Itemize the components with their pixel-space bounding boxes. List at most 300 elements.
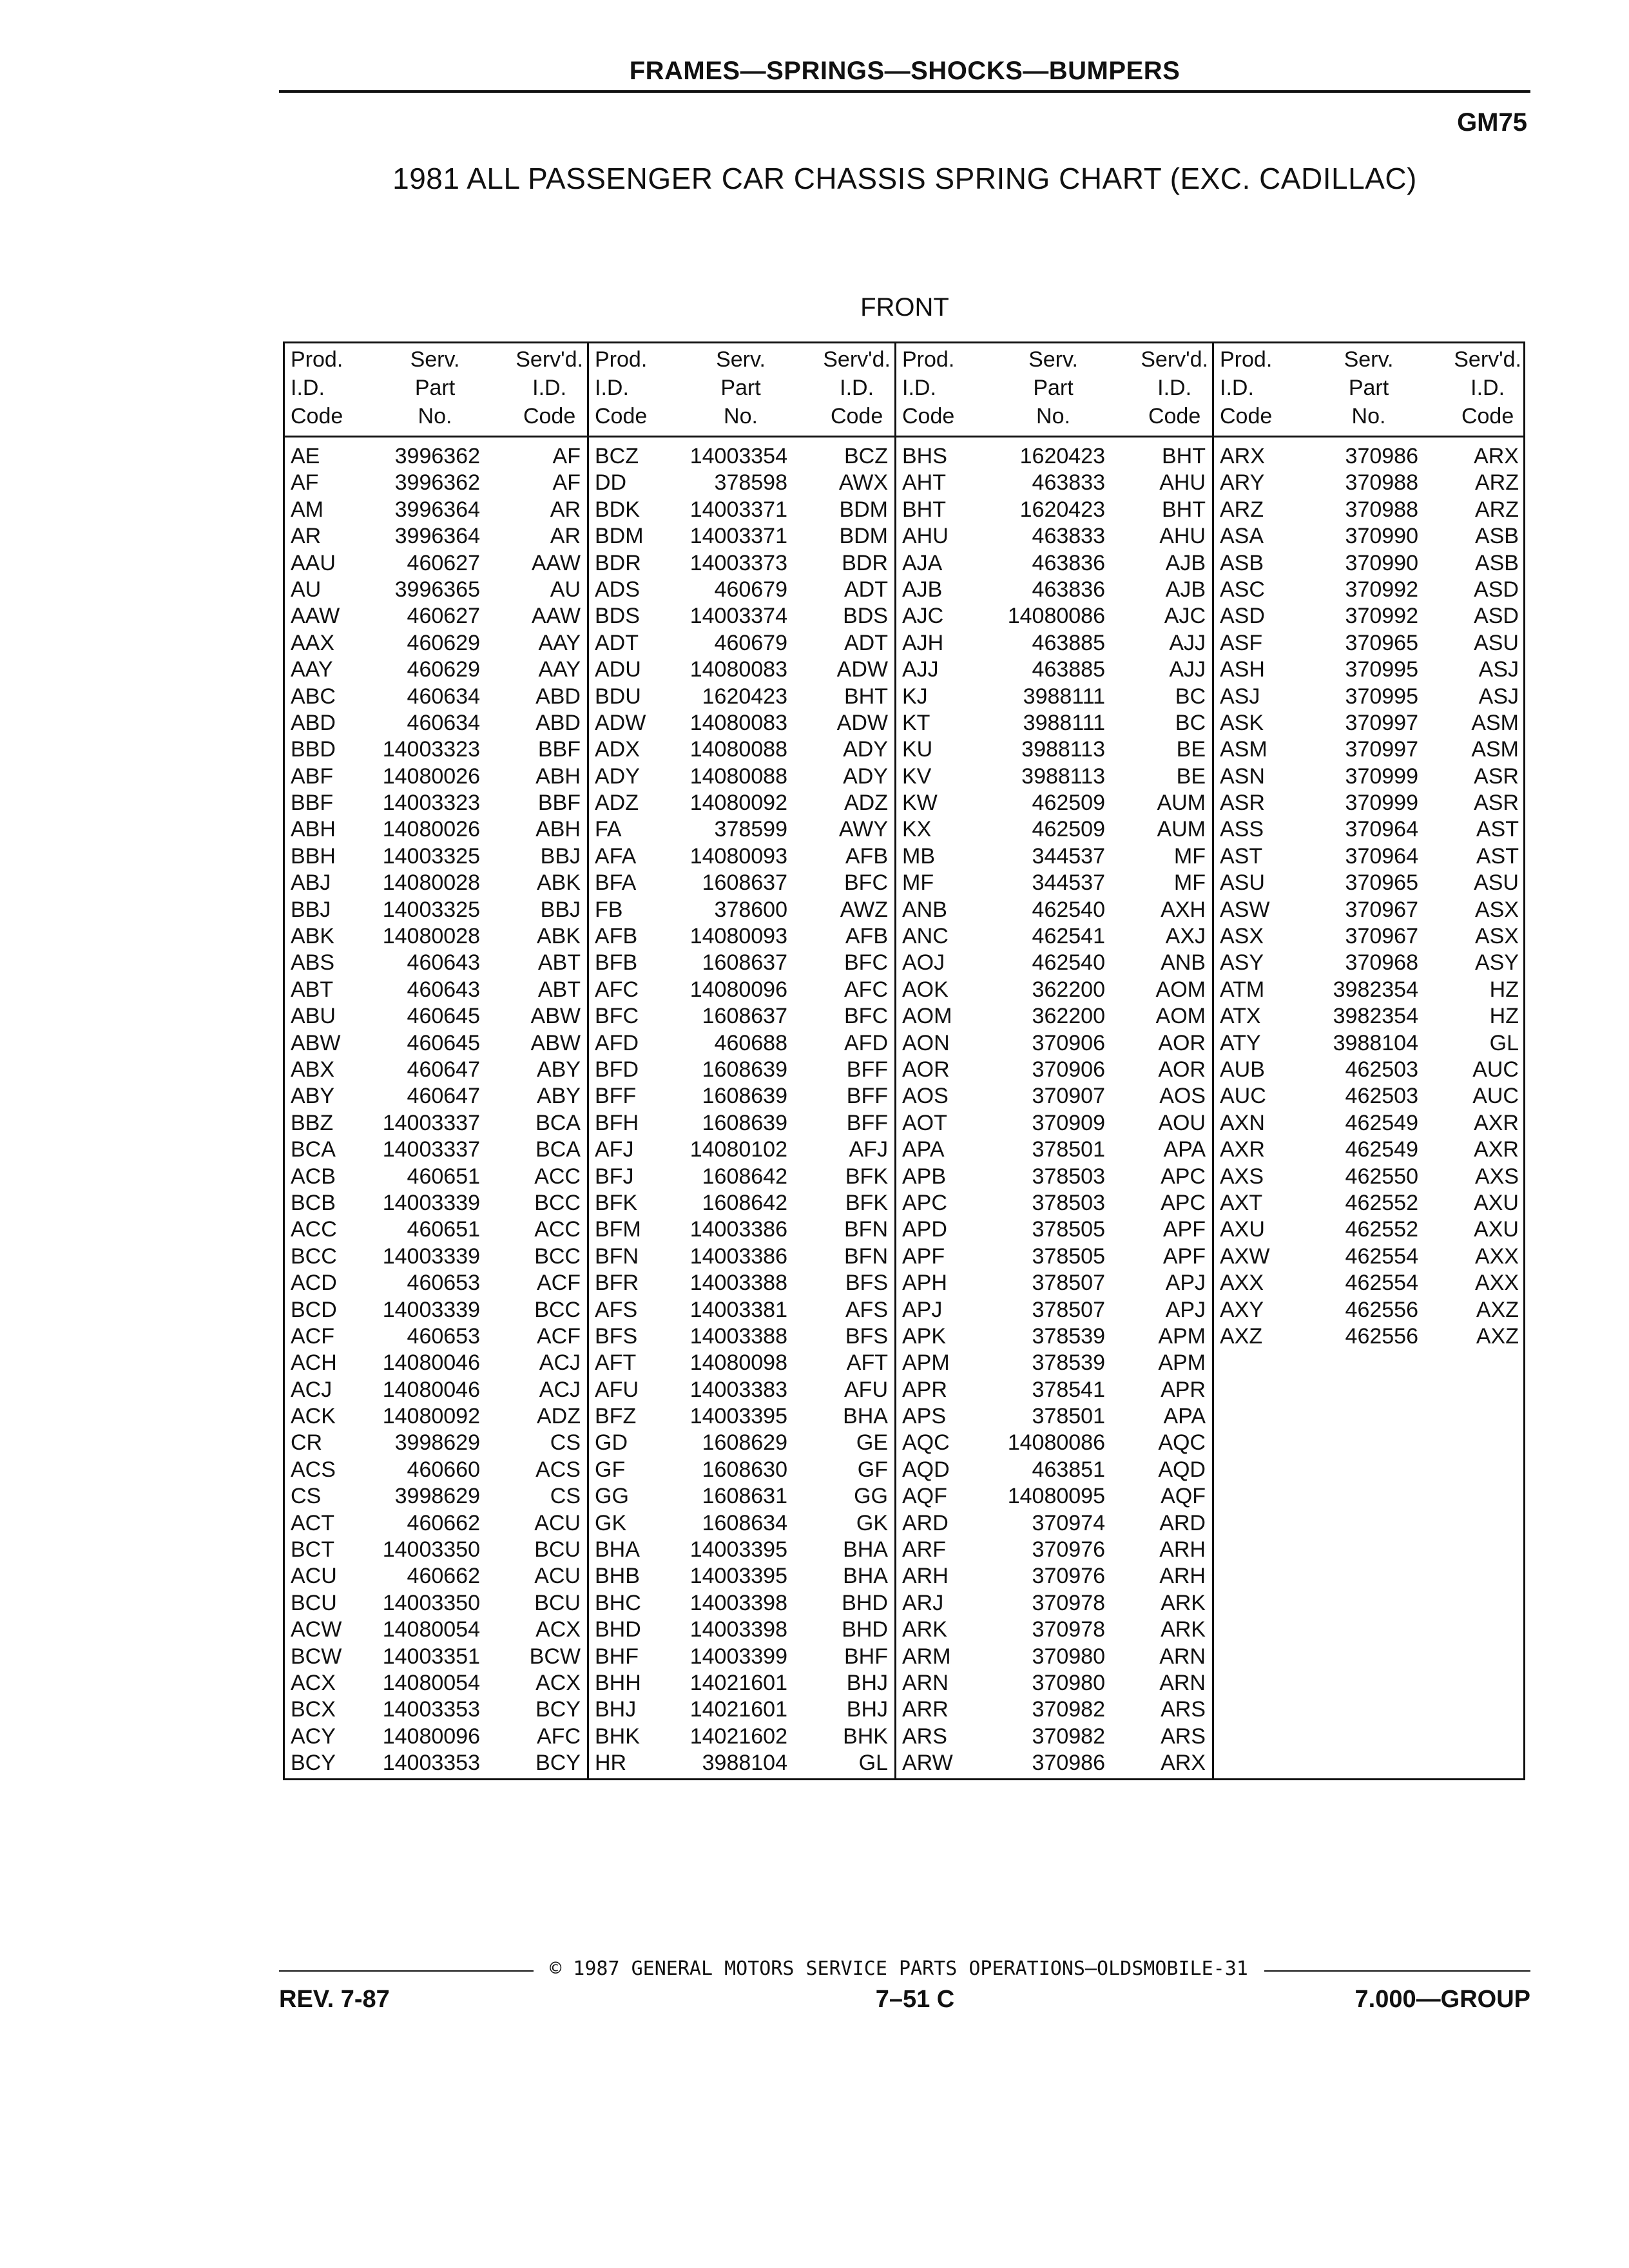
table-row xyxy=(587,1617,894,1643)
service-part-cell: 3998629 xyxy=(394,1430,480,1456)
service-part-cell: 378600 xyxy=(714,897,787,922)
table-row xyxy=(283,1563,587,1590)
prod-code-cell: BHF xyxy=(595,1644,639,1669)
service-part-cell: 3988111 xyxy=(1023,684,1105,709)
table-row xyxy=(1212,1083,1525,1110)
table-row xyxy=(283,443,587,470)
service-part-cell: 14003350 xyxy=(382,1590,480,1615)
table-row xyxy=(283,1350,587,1376)
prod-code-cell: ACY xyxy=(291,1724,336,1749)
service-part-cell: 14080092 xyxy=(382,1404,480,1429)
prod-code-cell: AFT xyxy=(595,1350,637,1376)
service-part-cell: 14080102 xyxy=(689,1137,787,1162)
service-part-cell: 460662 xyxy=(407,1564,480,1589)
table-row xyxy=(587,684,894,710)
table-row xyxy=(1212,710,1525,736)
service-part-cell: 370990 xyxy=(1345,550,1418,575)
table-row xyxy=(1212,684,1525,710)
service-part-cell: 378503 xyxy=(1032,1164,1105,1189)
service-part-cell: 14003339 xyxy=(382,1297,480,1322)
table-row xyxy=(283,1164,587,1190)
service-part-cell: 370978 xyxy=(1032,1617,1105,1642)
service-part-cell: 370992 xyxy=(1345,577,1418,602)
table-row xyxy=(587,1164,894,1190)
prod-code-cell: MB xyxy=(902,843,935,869)
prod-code-cell: ACH xyxy=(291,1350,337,1376)
prod-code-cell: BBF xyxy=(291,791,334,816)
table-row xyxy=(894,1457,1212,1483)
service-part-cell: 462503 xyxy=(1345,1057,1418,1082)
table-row xyxy=(283,1510,587,1537)
table-row xyxy=(283,1137,587,1163)
table-row xyxy=(587,977,894,1003)
serviced-code-cell: AJB xyxy=(1165,577,1206,602)
prod-code-cell: KJ xyxy=(902,684,928,709)
table-row xyxy=(894,1430,1212,1456)
service-part-cell: 370992 xyxy=(1345,604,1418,629)
serviced-code-cell: AQC xyxy=(1158,1430,1206,1456)
serviced-code-cell: BCU xyxy=(534,1537,581,1562)
prod-code-cell: BCW xyxy=(291,1644,342,1669)
serviced-code-cell: BFS xyxy=(845,1271,888,1296)
service-part-cell: 14080086 xyxy=(1007,1430,1105,1456)
service-part-cell: 14003323 xyxy=(382,791,480,816)
table-row xyxy=(587,523,894,550)
serviced-code-cell: CS xyxy=(550,1484,581,1509)
serviced-code-cell: BFC xyxy=(844,1004,888,1029)
serviced-code-cell: BFK xyxy=(845,1190,888,1215)
serviced-code-cell: ACJ xyxy=(539,1377,581,1402)
serviced-code-cell: AXU xyxy=(1474,1217,1519,1242)
prod-code-cell: BDS xyxy=(595,604,640,629)
table-row xyxy=(283,1216,587,1243)
serviced-code-cell: BFC xyxy=(844,870,888,896)
prod-code-cell: ASW xyxy=(1220,897,1270,922)
service-part-cell: 14003381 xyxy=(689,1297,787,1322)
service-part-cell: 370995 xyxy=(1345,684,1418,709)
serviced-code-cell: ARX xyxy=(1474,444,1519,468)
table-row xyxy=(894,923,1212,950)
serviced-code-cell: ADW xyxy=(836,710,888,735)
service-part-cell: 462549 xyxy=(1345,1137,1418,1162)
prod-code-cell: APC xyxy=(902,1190,947,1215)
table-row xyxy=(587,736,894,763)
service-part-cell: 14021601 xyxy=(689,1670,787,1695)
serviced-code-cell: BHK xyxy=(843,1724,888,1749)
prod-code-cell: BCB xyxy=(291,1190,336,1215)
table-row xyxy=(587,1323,894,1350)
table-row xyxy=(1212,977,1525,1003)
column-group-rows xyxy=(283,443,587,1777)
service-part-cell: 14003374 xyxy=(689,604,787,629)
serviced-code-cell: ACU xyxy=(534,1564,581,1589)
table-row xyxy=(894,1350,1212,1376)
serviced-code-cell: BHF xyxy=(844,1644,888,1669)
table-row xyxy=(283,1270,587,1296)
table-row xyxy=(894,1137,1212,1163)
prod-code-cell: ACT xyxy=(291,1510,334,1535)
table-row xyxy=(1212,950,1525,976)
table-row xyxy=(894,870,1212,896)
serviced-code-cell: ARN xyxy=(1159,1670,1206,1695)
serviced-code-cell: BHA xyxy=(843,1404,888,1429)
prod-code-cell: ADX xyxy=(595,737,640,762)
service-part-cell: 3988113 xyxy=(1021,764,1105,789)
serviced-code-cell: AQF xyxy=(1161,1484,1206,1509)
service-part-cell: 14080098 xyxy=(689,1350,787,1376)
serviced-code-cell: APC xyxy=(1161,1164,1206,1189)
prod-code-cell: BFD xyxy=(595,1057,639,1082)
prod-code-cell: BHH xyxy=(595,1670,641,1695)
table-row xyxy=(894,950,1212,976)
service-part-cell: 378599 xyxy=(714,817,787,842)
serviced-code-cell: AST xyxy=(1476,817,1519,842)
prod-code-cell: BHB xyxy=(595,1564,640,1589)
table-row xyxy=(587,710,894,736)
table-row xyxy=(283,736,587,763)
prod-code-cell: ABW xyxy=(291,1030,341,1055)
serviced-code-cell: APC xyxy=(1161,1190,1206,1215)
table-row xyxy=(587,843,894,870)
table-row xyxy=(1212,603,1525,629)
table-row xyxy=(894,1003,1212,1030)
serviced-code-cell: APA xyxy=(1163,1137,1206,1162)
service-part-cell: 3982354 xyxy=(1333,1004,1418,1029)
serviced-code-cell: ABY xyxy=(536,1084,581,1109)
serviced-code-cell: ASB xyxy=(1474,550,1519,575)
table-row xyxy=(283,790,587,816)
service-part-cell: 14003337 xyxy=(382,1137,480,1162)
service-part-cell: 378505 xyxy=(1032,1244,1105,1269)
prod-code-cell: ADY xyxy=(595,764,640,789)
serviced-code-cell: APR xyxy=(1161,1377,1206,1402)
service-part-cell: 462549 xyxy=(1345,1110,1418,1135)
prod-code-cell: ACB xyxy=(291,1164,336,1189)
table-row xyxy=(587,870,894,896)
serviced-code-cell: BCZ xyxy=(844,444,888,468)
serviced-code-cell: ARK xyxy=(1161,1617,1206,1642)
serviced-code-cell: ADZ xyxy=(844,791,888,816)
prod-code-cell: AAY xyxy=(291,657,333,682)
prod-code-cell: ABH xyxy=(291,817,336,842)
prod-code-cell: BDK xyxy=(595,497,640,522)
prod-code-cell: AXX xyxy=(1220,1271,1264,1296)
serviced-code-cell: BBJ xyxy=(540,897,581,922)
table-row xyxy=(587,550,894,577)
serviced-code-cell: AOM xyxy=(1155,977,1206,1002)
service-part-cell: 460627 xyxy=(407,604,480,629)
table-row xyxy=(894,1696,1212,1723)
service-part-cell: 462540 xyxy=(1032,897,1105,922)
serviced-code-cell: ARS xyxy=(1161,1697,1206,1722)
header-prod: Prod. I.D. Code xyxy=(291,347,343,428)
service-part-cell: 460643 xyxy=(407,950,480,975)
service-part-cell: 1608637 xyxy=(702,870,787,896)
prod-code-cell: ACC xyxy=(291,1217,337,1242)
table-row xyxy=(283,1003,587,1030)
service-part-cell: 14080028 xyxy=(382,924,480,949)
table-row xyxy=(894,1644,1212,1670)
serviced-code-cell: AXZ xyxy=(1476,1323,1519,1349)
service-part-cell: 14003373 xyxy=(689,550,787,575)
service-part-cell: 14080054 xyxy=(382,1617,480,1642)
service-part-cell: 460627 xyxy=(407,550,480,575)
prod-code-cell: APH xyxy=(902,1271,947,1296)
serviced-code-cell: AWX xyxy=(838,470,888,495)
prod-code-cell: ASM xyxy=(1220,737,1268,762)
prod-code-cell: AHT xyxy=(902,470,946,495)
service-part-cell: 460653 xyxy=(407,1271,480,1296)
prod-code-cell: AU xyxy=(291,577,322,602)
serviced-code-cell: AOR xyxy=(1158,1057,1206,1082)
service-part-cell: 14080083 xyxy=(689,710,787,735)
serviced-code-cell: AOR xyxy=(1158,1030,1206,1055)
service-part-cell: 370906 xyxy=(1032,1030,1105,1055)
serviced-code-cell: BE xyxy=(1176,737,1206,762)
table-row xyxy=(1212,1137,1525,1163)
prod-code-cell: BHJ xyxy=(595,1697,637,1722)
service-part-cell: 462556 xyxy=(1345,1297,1418,1322)
serviced-code-cell: ACC xyxy=(534,1164,581,1189)
service-part-cell: 14003371 xyxy=(689,497,787,522)
prod-code-cell: ASX xyxy=(1220,924,1264,949)
prod-code-cell: AXT xyxy=(1220,1190,1263,1215)
serviced-code-cell: ACS xyxy=(535,1457,581,1482)
prod-code-cell: AJB xyxy=(902,577,943,602)
service-part-cell: 378505 xyxy=(1032,1217,1105,1242)
serviced-code-cell: BFN xyxy=(844,1244,888,1269)
service-part-cell: 14003399 xyxy=(689,1644,787,1669)
service-part-cell: 14080092 xyxy=(689,791,787,816)
prod-code-cell: ADZ xyxy=(595,791,639,816)
serviced-code-cell: CS xyxy=(550,1430,581,1456)
prod-code-cell: ACF xyxy=(291,1323,334,1349)
service-part-cell: 462540 xyxy=(1032,950,1105,975)
service-part-cell: 462552 xyxy=(1345,1190,1418,1215)
serviced-code-cell: ARZ xyxy=(1475,470,1519,495)
service-part-cell: 3996362 xyxy=(394,444,480,468)
group-code: GM75 xyxy=(1457,108,1527,137)
column-group-rows xyxy=(1212,443,1525,1350)
service-part-cell: 460634 xyxy=(407,710,480,735)
column-group-header xyxy=(587,345,894,436)
service-part-cell: 14021602 xyxy=(689,1724,787,1749)
prod-code-cell: BHC xyxy=(595,1590,641,1615)
prod-code-cell: AOM xyxy=(902,1004,952,1029)
prod-code-cell: ACD xyxy=(291,1271,337,1296)
table-row xyxy=(894,1750,1212,1776)
prod-code-cell: APR xyxy=(902,1377,947,1402)
prod-code-cell: BBD xyxy=(291,737,336,762)
prod-code-cell: ASA xyxy=(1220,524,1264,549)
service-part-cell: 370980 xyxy=(1032,1670,1105,1695)
table-row xyxy=(587,1563,894,1590)
header-code: Serv'd. I.D. Code xyxy=(1454,347,1521,428)
prod-code-cell: AQF xyxy=(902,1484,947,1509)
prod-code-cell: BDU xyxy=(595,684,641,709)
serviced-code-cell: AWY xyxy=(838,817,888,842)
table-row xyxy=(587,1403,894,1430)
serviced-code-cell: ASJ xyxy=(1478,684,1519,709)
prod-code-cell: BBZ xyxy=(291,1110,334,1135)
serviced-code-cell: APJ xyxy=(1165,1271,1206,1296)
service-part-cell: 370982 xyxy=(1032,1697,1105,1722)
table-row xyxy=(283,497,587,523)
prod-code-cell: AOJ xyxy=(902,950,945,975)
prod-code-cell: ARY xyxy=(1220,470,1265,495)
serviced-code-cell: GF xyxy=(857,1457,888,1482)
prod-code-cell: AJA xyxy=(902,550,943,575)
prod-code-cell: KT xyxy=(902,710,930,735)
service-part-cell: 14080028 xyxy=(382,870,480,896)
table-row xyxy=(587,1537,894,1563)
serviced-code-cell: ADY xyxy=(843,764,888,789)
prod-code-cell: KX xyxy=(902,817,932,842)
serviced-code-cell: AXH xyxy=(1161,897,1206,922)
prod-code-cell: ASC xyxy=(1220,577,1265,602)
service-part-cell: 362200 xyxy=(1032,977,1105,1002)
prod-code-cell: ABS xyxy=(291,950,335,975)
serviced-code-cell: AJJ xyxy=(1169,657,1206,682)
service-part-cell: 344537 xyxy=(1032,870,1105,896)
header-code: Serv'd. I.D. Code xyxy=(1141,347,1208,428)
service-part-cell: 370988 xyxy=(1345,470,1418,495)
prod-code-cell: AST xyxy=(1220,843,1263,869)
table-row xyxy=(587,764,894,790)
serviced-code-cell: ABD xyxy=(535,684,581,709)
prod-code-cell: ARK xyxy=(902,1617,947,1642)
table-row xyxy=(894,1483,1212,1510)
service-part-cell: 3996362 xyxy=(394,470,480,495)
column-group-header xyxy=(283,345,587,436)
table-row xyxy=(894,550,1212,577)
column-group-header xyxy=(894,345,1212,436)
prod-code-cell: BDR xyxy=(595,550,641,575)
footer-page-number: 7–51 C xyxy=(875,1986,955,2013)
serviced-code-cell: ARN xyxy=(1159,1644,1206,1669)
service-part-cell: 14003386 xyxy=(689,1217,787,1242)
serviced-code-cell: AFS xyxy=(845,1297,888,1322)
serviced-code-cell: BCU xyxy=(534,1590,581,1615)
serviced-code-cell: ASD xyxy=(1474,577,1519,602)
service-part-cell: 460662 xyxy=(407,1510,480,1535)
prod-code-cell: BHK xyxy=(595,1724,640,1749)
serviced-code-cell: ACU xyxy=(534,1510,581,1535)
table-row xyxy=(283,1323,587,1350)
serviced-code-cell: BHT xyxy=(844,684,888,709)
service-part-cell: 14003388 xyxy=(689,1323,787,1349)
table-row xyxy=(1212,736,1525,763)
serviced-code-cell: AXR xyxy=(1474,1137,1519,1162)
serviced-code-cell: ADT xyxy=(844,630,888,655)
prod-code-cell: FB xyxy=(595,897,623,922)
prod-code-cell: AOR xyxy=(902,1057,950,1082)
serviced-code-cell: ARZ xyxy=(1475,497,1519,522)
table-row xyxy=(894,1057,1212,1083)
table-row xyxy=(1212,443,1525,470)
service-part-cell: 370965 xyxy=(1345,630,1418,655)
service-part-cell: 3996364 xyxy=(394,497,480,522)
service-part-cell: 14080088 xyxy=(689,764,787,789)
serviced-code-cell: AUM xyxy=(1157,791,1206,816)
service-part-cell: 14080026 xyxy=(382,817,480,842)
table-row xyxy=(894,1244,1212,1270)
table-row xyxy=(1212,577,1525,603)
table-row xyxy=(894,523,1212,550)
prod-code-cell: AXY xyxy=(1220,1297,1264,1322)
service-part-cell: 460679 xyxy=(714,577,787,602)
table-row xyxy=(894,1537,1212,1563)
service-part-cell: 460643 xyxy=(407,977,480,1002)
table-row xyxy=(283,897,587,923)
prod-code-cell: FA xyxy=(595,817,622,842)
serviced-code-cell: BCY xyxy=(535,1751,581,1776)
serviced-code-cell: AU xyxy=(550,577,581,602)
table-row xyxy=(894,630,1212,657)
table-row xyxy=(283,1457,587,1483)
serviced-code-cell: GE xyxy=(856,1430,888,1456)
service-part-cell: 3988113 xyxy=(1021,737,1105,762)
chart-title: 1981 ALL PASSENGER CAR CHASSIS SPRING CHART (EXC. CADILLAC) xyxy=(392,162,1417,195)
service-part-cell: 14003398 xyxy=(689,1617,787,1642)
prod-code-cell: AFB xyxy=(595,924,638,949)
serviced-code-cell: BCA xyxy=(535,1110,581,1135)
prod-code-cell: ASR xyxy=(1220,791,1265,816)
serviced-code-cell: AAY xyxy=(538,657,581,682)
serviced-code-cell: AXX xyxy=(1474,1271,1519,1296)
service-part-cell: 460647 xyxy=(407,1084,480,1109)
serviced-code-cell: BFF xyxy=(846,1057,888,1082)
service-part-cell: 463833 xyxy=(1032,470,1105,495)
serviced-code-cell: MF xyxy=(1173,870,1206,896)
table-row xyxy=(894,1190,1212,1216)
prod-code-cell: ARZ xyxy=(1220,497,1264,522)
service-part-cell: 462554 xyxy=(1345,1271,1418,1296)
prod-code-cell: AAU xyxy=(291,550,336,575)
prod-code-cell: ASJ xyxy=(1220,684,1260,709)
serviced-code-cell: BDM xyxy=(839,524,888,549)
table-row xyxy=(587,1003,894,1030)
serviced-code-cell: ADW xyxy=(836,657,888,682)
section-label: FRONT xyxy=(860,293,949,322)
serviced-code-cell: ABT xyxy=(537,950,581,975)
serviced-code-cell: BFS xyxy=(845,1323,888,1349)
table-row xyxy=(587,1110,894,1137)
table-row xyxy=(1212,764,1525,790)
prod-code-cell: AAX xyxy=(291,630,335,655)
serviced-code-cell: BCC xyxy=(534,1297,581,1322)
table-row xyxy=(894,897,1212,923)
service-part-cell: 14003350 xyxy=(382,1537,480,1562)
prod-code-cell: ACK xyxy=(291,1404,336,1429)
column-group-rows xyxy=(587,443,894,1777)
table-row xyxy=(587,497,894,523)
serviced-code-cell: AOU xyxy=(1158,1110,1206,1135)
serviced-code-cell: ABD xyxy=(535,710,581,735)
prod-code-cell: BFZ xyxy=(595,1404,637,1429)
serviced-code-cell: AHU xyxy=(1159,470,1206,495)
prod-code-cell: ASF xyxy=(1220,630,1263,655)
table-row xyxy=(894,790,1212,816)
prod-code-cell: KU xyxy=(902,737,933,762)
prod-code-cell: ARX xyxy=(1220,444,1265,468)
service-part-cell: 460629 xyxy=(407,657,480,682)
table-row xyxy=(894,657,1212,683)
serviced-code-cell: AXS xyxy=(1474,1164,1519,1189)
serviced-code-cell: BDS xyxy=(843,604,888,629)
table-row xyxy=(894,1030,1212,1057)
prod-code-cell: ARF xyxy=(902,1537,946,1562)
